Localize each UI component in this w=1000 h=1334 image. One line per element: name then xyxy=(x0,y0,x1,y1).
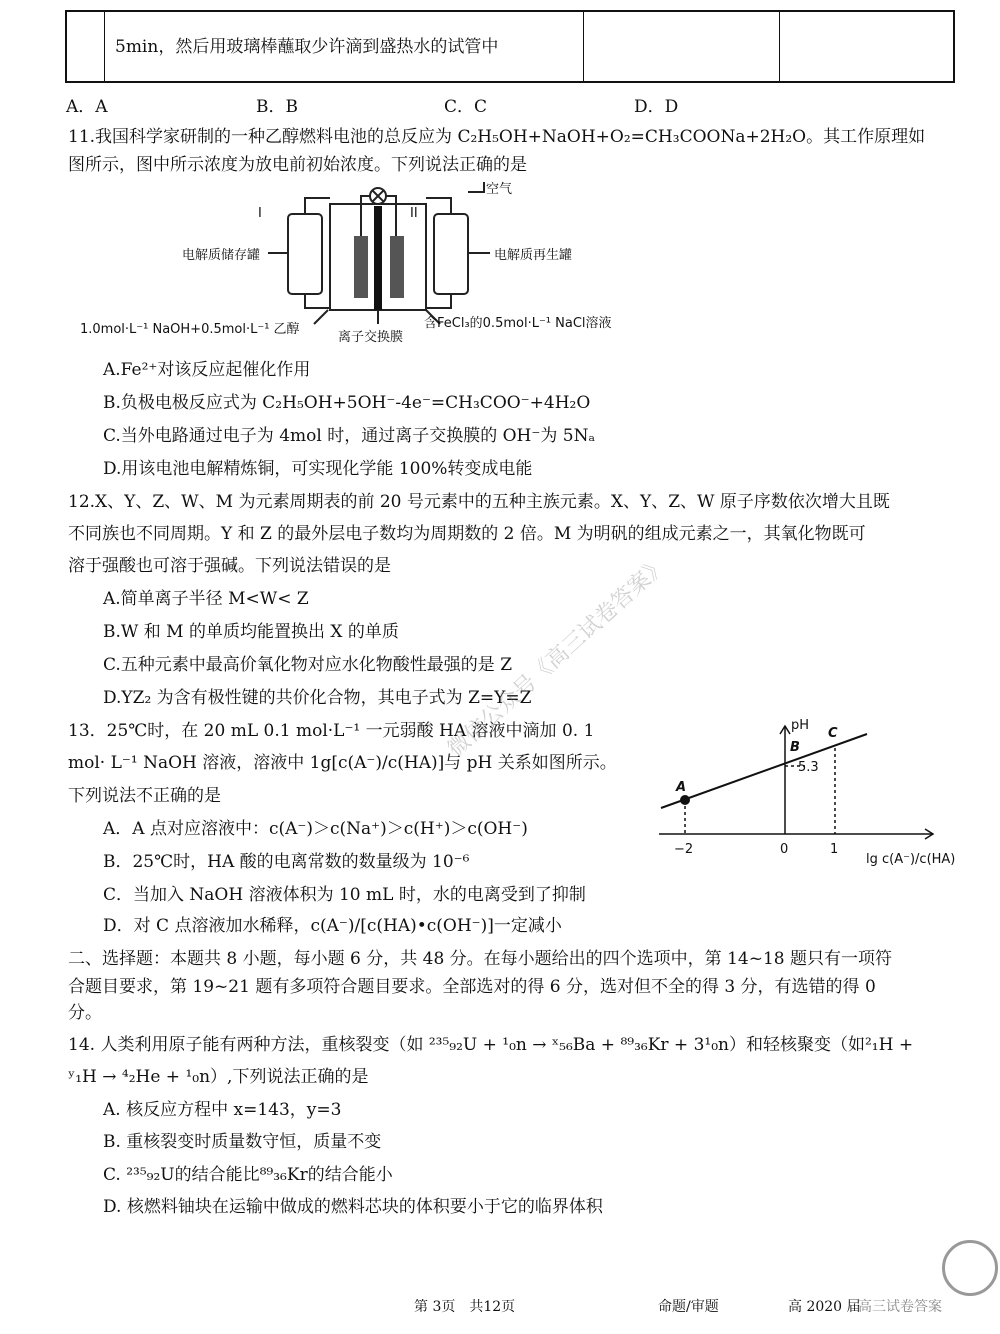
point-a-marker xyxy=(680,795,690,805)
section2-line3: 分。 xyxy=(68,1003,102,1023)
label-electrode-2: II xyxy=(410,206,418,221)
electrode-left xyxy=(354,236,368,298)
q10-option-c: C．C xyxy=(444,97,488,117)
q13-stem-line3: 下列说法不正确的是 xyxy=(68,786,221,806)
graph-point-c: C xyxy=(828,726,838,741)
label-right-solution: 含FeCl₃的0.5mol·L⁻¹ NaCl溶液 xyxy=(424,316,612,331)
graph-y-label: pH xyxy=(791,718,810,733)
label-electrode-1: I xyxy=(258,206,262,221)
section2-line1: 二、选择题：本题共 8 小题，每小题 6 分，共 48 分。在每小题给出的四个选项中，第 14~18 题只有一项符 xyxy=(68,949,893,969)
graph-x-tick: −2 xyxy=(674,842,694,857)
q13-stem-line2: mol· L⁻¹ NaOH 溶液，溶液中 1g[c(A⁻)/c(HA)]与 pH 关系如图所示。 xyxy=(68,753,617,773)
answer-table xyxy=(65,10,955,83)
q13-option-b: B．25℃时，HA 酸的电离常数的数量级为 10⁻⁶ xyxy=(103,852,470,872)
q12-option-b: B.W 和 M 的单质均能置换出 X 的单质 xyxy=(103,622,399,642)
table-divider xyxy=(779,12,780,81)
q10-option-d: D．D xyxy=(634,97,679,117)
graph-x-tick: 0 xyxy=(780,842,789,857)
q12-stem-line1: 12.X、Y、Z、W、M 为元素周期表的前 20 号元素中的五种主族元素。X、Y、Z、W 原子序数依次增大且既 xyxy=(68,492,890,512)
table-cell-text: 5min，然后用玻璃棒蘸取少许滴到盛热水的试管中 xyxy=(115,37,499,57)
graph-x-label: lg c(A⁻)/c(HA) xyxy=(866,852,956,867)
table-divider xyxy=(583,12,584,81)
q13-stem-line1: 13．25℃时，在 20 mL 0.1 mol·L⁻¹ 一元弱酸 HA 溶液中滴加 0. 1 xyxy=(68,721,595,741)
q12-stem-line3: 溶于强酸也可溶于强碱。下列说法错误的是 xyxy=(68,556,391,576)
left-tank xyxy=(288,214,322,294)
section2-line2: 合题目要求，第 19~21 题有多项符合题目要求。全部选对的得 6 分，选对但不全的得 3 分，有选错的得 0 xyxy=(68,977,876,997)
right-tank xyxy=(434,214,468,294)
q14-option-a: A. 核反应方程中 x=143，y=3 xyxy=(103,1100,342,1120)
q13-option-c: C．当加入 NaOH 溶液体积为 10 mL 时，水的电离受到了抑制 xyxy=(103,885,586,905)
q14-option-b: B. 重核裂变时质量数守恒，质量不变 xyxy=(103,1132,382,1152)
q13-option-a: A．A 点对应溶液中：c(A⁻)＞c(Na⁺)＞c(H⁺)＞c(OH⁻) xyxy=(103,819,528,839)
watermark: 微信公众号《高三试卷答案》 xyxy=(443,552,673,763)
q13-option-d: D．对 C 点溶液加水稀释，c(A⁻)/[c(HA)•c(OH⁻)]一定减小 xyxy=(103,916,562,936)
q12-option-c: C.五种元素中最高价氧化物对应水化物酸性最强的是 Z xyxy=(103,655,513,675)
q12-option-d: D.YZ₂ 为含有极性键的共价化合物，其电子式为 Z=Y=Z xyxy=(103,688,532,708)
ph-line xyxy=(661,734,867,808)
graph-point-a: A xyxy=(676,780,687,795)
table-divider xyxy=(104,12,105,81)
label-membrane: 离子交换膜 xyxy=(338,330,404,345)
q11-stem-line1: 11.我国科学家研制的一种乙醇燃料电池的总反应为 C₂H₅OH+NaOH+O₂=CH₃COONa+2H₂O。其工作原理如 xyxy=(68,127,926,147)
graph-x-tick: 1 xyxy=(830,842,839,857)
footer-brand: 高三试卷答案 xyxy=(858,1299,942,1315)
q12-option-a: A.简单离子半径 M<W< Z xyxy=(103,589,309,609)
q14-stem-line1: 14. 人类利用原子能有两种方法，重核裂变（如 ²³⁵₉₂U + ¹₀n → ˣ₅₆Ba + ⁸⁹₃₆Kr + 3¹₀n）和轻核聚变（如²₁H + xyxy=(68,1035,914,1055)
page-number: 第 3页 共12页 xyxy=(414,1299,516,1315)
label-right-tank: 电解质再生罐 xyxy=(494,248,573,263)
q14-option-c: C. ²³⁵₉₂U的结合能比⁸⁹₃₆Kr的结合能小 xyxy=(103,1165,393,1185)
label-left-tank: 电解质储存罐 xyxy=(182,248,261,263)
graph-point-b: B xyxy=(790,740,800,755)
q11-option-c: C.当外电路通过电子为 4mol 时，通过离子交换膜的 OH⁻为 5Nₐ xyxy=(103,426,596,446)
q10-option-b: B．B xyxy=(256,97,298,117)
q11-stem-line2: 图所示，图中所示浓度为放电前初始浓度。下列说法正确的是 xyxy=(68,155,527,175)
q10-option-a: A．A xyxy=(66,97,108,117)
label-air: 空气 xyxy=(486,182,513,197)
q14-option-d: D. 核燃料铀块在运输中做成的燃料芯块的体积要小于它的临界体积 xyxy=(103,1197,603,1217)
brand-logo-icon xyxy=(942,1240,998,1296)
q14-stem-line2: ʸ₁H → ⁴₂He + ¹₀n）,下列说法正确的是 xyxy=(68,1067,369,1087)
footer-author: 命题/审题 xyxy=(658,1299,719,1315)
label-left-solution: 1.0mol·L⁻¹ NaOH+0.5mol·L⁻¹ 乙醇 xyxy=(80,322,300,337)
ion-exchange-membrane xyxy=(374,206,382,310)
electrode-right xyxy=(390,236,404,298)
q11-option-a: A.Fe²⁺对该反应起催化作用 xyxy=(103,360,311,380)
footer-year: 高 2020 届 xyxy=(788,1299,861,1315)
q12-stem-line2: 不同族也不同周期。Y 和 Z 的最外层电子数均为周期数的 2 倍。M 为明矾的组成元素之一，其氧化物既可 xyxy=(68,524,866,544)
q11-option-b: B.负极电极反应式为 C₂H₅OH+5OH⁻-4e⁻=CH₃COO⁻+4H₂O xyxy=(103,393,591,413)
q11-option-d: D.用该电池电解精炼铜，可实现化学能 100%转变成电能 xyxy=(103,459,533,479)
graph-b-value: 5.3 xyxy=(798,760,819,775)
